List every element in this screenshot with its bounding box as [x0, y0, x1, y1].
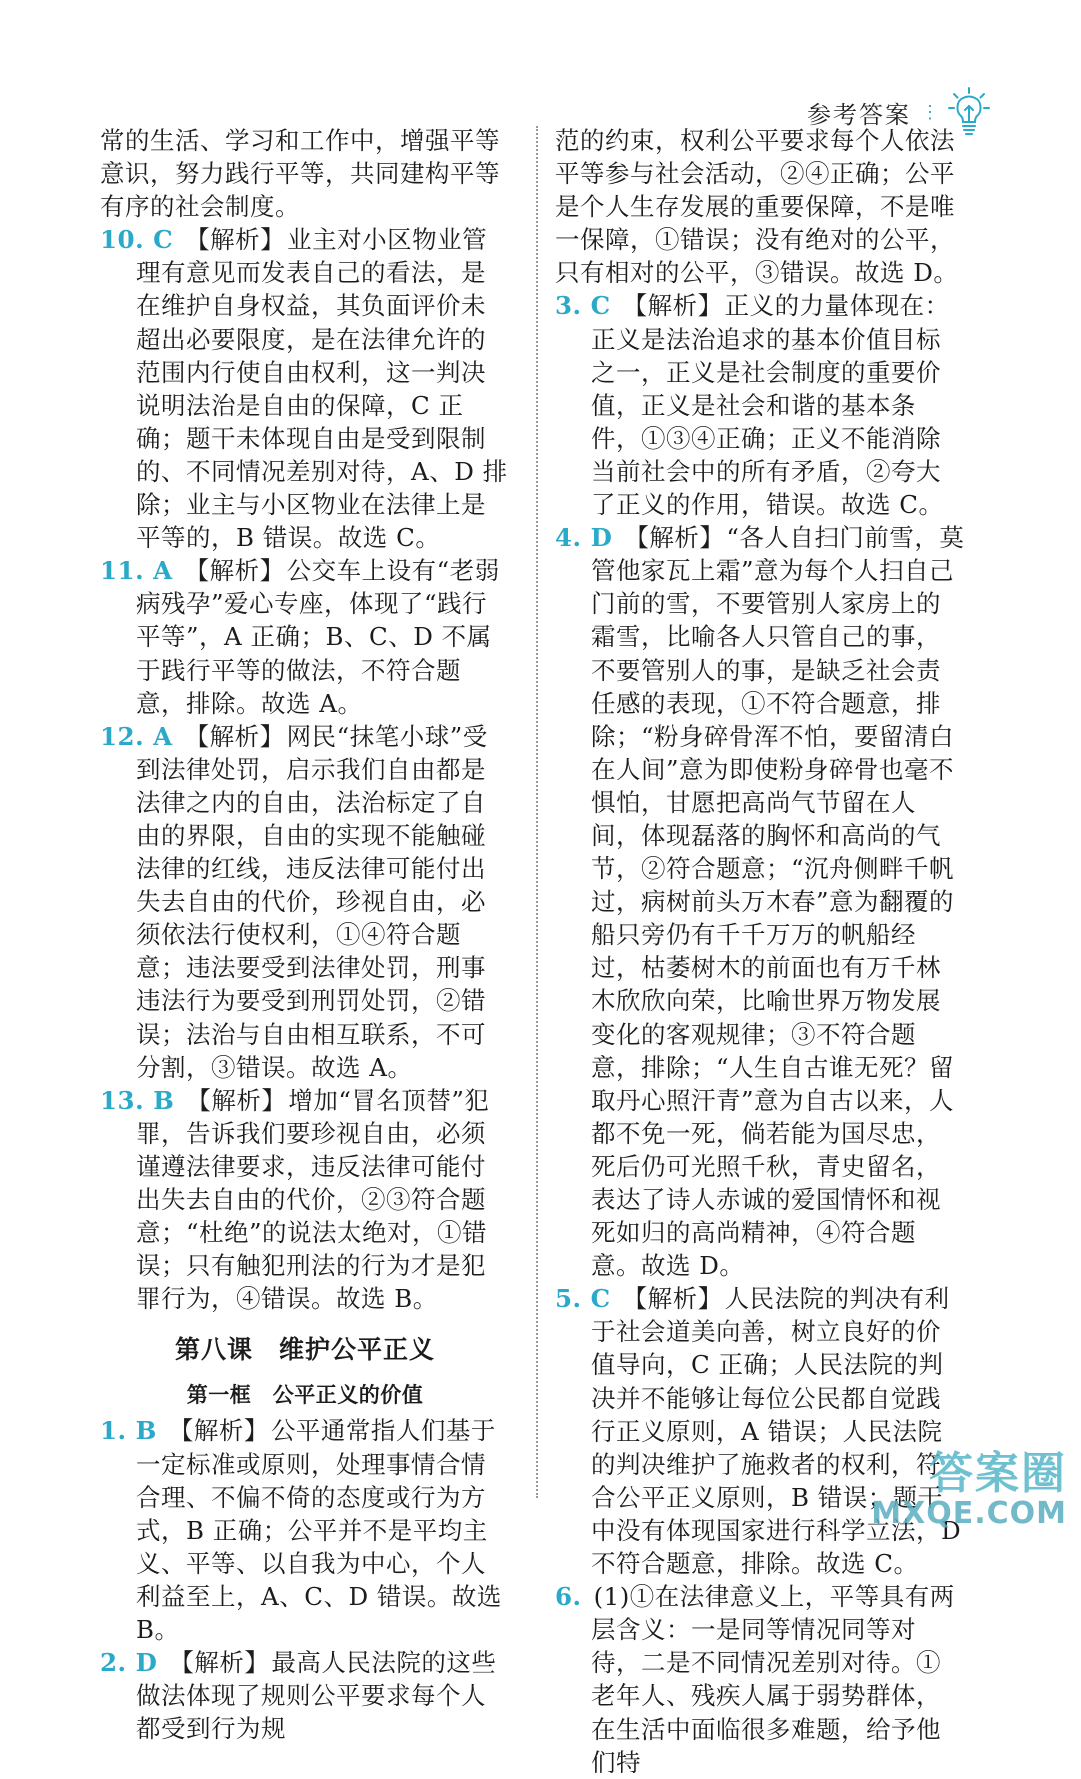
- answer-text: 正义的力量体现在：正义是法治追求的基本价值目标之一，正义是社会制度的重要价值，正义是社会和谐的基本条件，①③④正确；正义不能消除当前社会中的所有矛盾，②夸大了正义的作用，错误。故选 C。: [591, 291, 950, 520]
- column-divider: [536, 126, 538, 1498]
- left-column: [100, 124, 510, 1745]
- answer-text: 公平通常指人们基于一定标准或原则，处理事情合情合理、不偏不倚的态度或行为方式，B 正确；公平并不是平均主义、平等、以自我为中心，个人利益至上，A、C、D 错误。故选 B。: [136, 1416, 502, 1645]
- answer-item: [555, 1580, 965, 1779]
- answer-item: [100, 1646, 510, 1745]
- answer-text: 最高人民法院的这些做法体现了规则公平要求每个人都受到行为规: [136, 1648, 497, 1744]
- analysis-tag: 【解析】: [622, 291, 723, 321]
- answer-number: 4. D: [555, 523, 613, 553]
- header-title: 参考答案: [807, 100, 911, 129]
- analysis-tag: 【解析】: [168, 1416, 269, 1446]
- answer-text: 公交车上设有“老弱病残孕”爱心专座，体现了“践行平等”，A 正确；B、C、D 不属于践行平等的做法，不符合题意，排除。故选 A。: [136, 556, 500, 718]
- answer-number: 5. C: [555, 1284, 611, 1314]
- answer-number: 10. C: [100, 225, 174, 255]
- answer-item: [555, 1282, 965, 1580]
- answer-text: 业主对小区物业管理有意见而发表自己的看法，是在维护自身权益，其负面评价未超出必要限度，是在法律允许的范围内行使自由权利，这一判决说明法治是自由的保障，C 正确；题干未体现自由是受到限制的、不同情况差别对待，A、D 排除；业主与小区物业在法律上是平等的，B 错误。故选 C。: [136, 225, 508, 553]
- paragraph: 常的生活、学习和工作中，增强平等意识，努力践行平等，共同建构平等有序的社会制度。: [100, 126, 500, 222]
- watermark-bottom: MXQE.COM: [871, 1496, 1067, 1531]
- answer-number: 1. B: [100, 1416, 157, 1446]
- answer-text: “各人自扫门前雪，莫管他家瓦上霜”意为每个人扫自己门前的雪，不要管别人家房上的霜雪，比喻各人只管自己的事，不要管别人的事，是缺乏社会责任感的表现，①不符合题意，排除；“粉身碎骨浑不怕，要留清白在人间”意为即使粉身碎骨也毫不惧怕，甘愿把高尚气节留在人间，体现磊落的胸怀和高尚的气节，②符合题意；“沉舟侧畔千帆过，病树前头万木春”意为翻覆的船只旁仍有千千万万的帆船经过，枯萎树木的前面也有万千林木欣欣向荣，比喻世界万物发展变化的客观规律；③不符合题意，排除；“人生自古谁无死？留取丹心照汗青”意为自古以来，人都不免一死，倘若能为国尽忠，死后仍可光照千秋，青史留名，表达了诗人赤诚的爱国情怀和视死如归的高尚精神，④符合题意。故选 D。: [591, 523, 965, 1281]
- analysis-tag: 【解析】: [185, 225, 286, 255]
- header-dots: ⋮: [921, 101, 939, 123]
- analysis-tag: 【解析】: [184, 556, 285, 586]
- answer-number: 13. B: [100, 1085, 175, 1115]
- answer-text: 网民“抹笔小球”受到法律处罚，启示我们自由都是法律之内的自由，法治标定了自由的界限，自由的实现不能触碰法律的红线，违反法律可能付出失去自由的代价，珍视自由，必须依法行使权利，①④符合题意；违法要受到法律处罚，刑事违法行为要受到刑罚处罚，②错误；法治与自由相互联系，不可分割，③错误。故选 A。: [136, 721, 488, 1082]
- answer-item: [555, 289, 965, 521]
- answer-item: [100, 554, 510, 719]
- section-heading: 第一框 公平正义的价值: [186, 1383, 424, 1408]
- answer-number: 3. C: [555, 291, 611, 321]
- analysis-tag: 【解析】: [622, 1284, 723, 1314]
- answer-number: 2. D: [100, 1648, 158, 1678]
- answer-number: 11. A: [100, 556, 173, 586]
- analysis-tag: 【解析】: [186, 1085, 287, 1115]
- answer-text: (1)①在法律意义上，平等具有两层含义：一是同等情况同等对待，二是不同情况差别对待。①老年人、残疾人属于弱势群体，在生活中面临很多难题，给予他们特: [591, 1582, 955, 1777]
- watermark-top: 答案圈: [929, 1448, 1067, 1499]
- lesson-heading: 第八课 维护公平正义: [174, 1335, 435, 1365]
- answer-item: [100, 223, 510, 554]
- answer-item: [100, 720, 510, 1084]
- continued-text: 范的约束，权利公平要求每个人依法平等参与社会活动，②④正确；公平是个人生存发展的重要保障，不是唯一保障，①错误；没有绝对的公平，只有相对的公平，③错误。故选 D。: [555, 126, 959, 288]
- answer-number: 6.: [555, 1582, 582, 1612]
- answer-number: 12. A: [100, 721, 173, 751]
- answer-text: 增加“冒名顶替”犯罪，告诉我们要珍视自由，必须谨遵法律要求，违反法律可能付出失去自由的代价，②③符合题意；“杜绝”的说法太绝对，①错误；只有触犯刑法的行为才是犯罪行为，④错误。故选 B。: [136, 1085, 490, 1314]
- answer-item: [555, 521, 965, 1282]
- analysis-tag: 【解析】: [624, 523, 725, 553]
- analysis-tag: 【解析】: [184, 721, 285, 751]
- analysis-tag: 【解析】: [169, 1648, 270, 1678]
- answer-item: [100, 1084, 510, 1316]
- answer-text: 人民法院的判决有利于社会道美向善，树立良好的价值导向，C 正确；人民法院的判决并不能够让每位公民都自觉践行正义原则，A 错误；人民法院的判决维护了施救者的权利，符合公平正义原则，B 错误；题干中没有体现国家进行科学立法，D 不符合题意，排除。故选 C。: [591, 1284, 962, 1579]
- watermark: [871, 1450, 1067, 1530]
- answer-item: [100, 1414, 510, 1646]
